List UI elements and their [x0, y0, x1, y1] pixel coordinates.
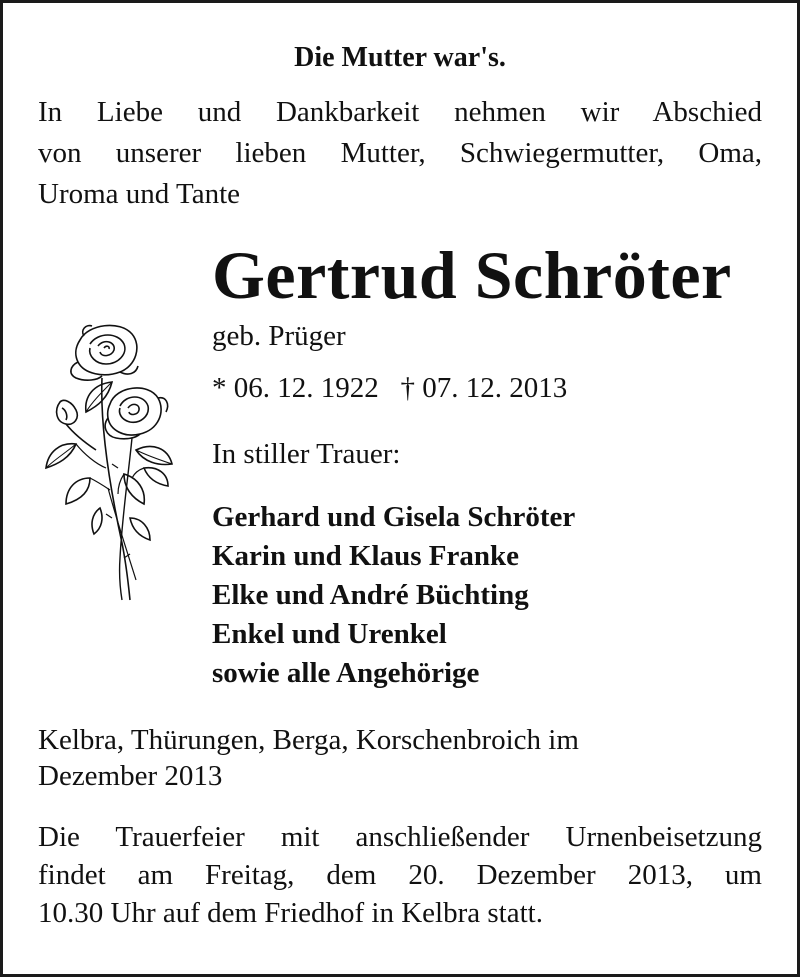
intro-line: Uroma und Tante — [38, 178, 240, 210]
mourner-line: Elke und André Büchting — [212, 579, 529, 611]
funeral-line: 10.30 Uhr auf dem Friedhof in Kelbra statt. — [38, 897, 543, 929]
funeral-line: Die Trauerfeier mit anschließender Urnenbeisetzung — [38, 821, 762, 853]
mourner-line: Gerhard und Gisela Schröter — [212, 501, 576, 533]
mourner-line: Enkel und Urenkel — [212, 618, 447, 650]
birth-date: * 06. 12. 1922 — [212, 372, 379, 404]
intro-line: In Liebe und Dankbarkeit nehmen wir Abschied — [38, 96, 762, 128]
mourner-line: Karin und Klaus Franke — [212, 540, 519, 572]
mourning-label: In stiller Trauer: — [212, 438, 401, 470]
heading: Die Mutter war's. — [294, 42, 506, 73]
mourner-line: sowie alle Angehörige — [212, 657, 480, 689]
deceased-name: Gertrud Schröter — [212, 237, 732, 313]
rose-icon — [40, 318, 175, 603]
place-line: Dezember 2013 — [38, 760, 223, 792]
place-line: Kelbra, Thürungen, Berga, Korschenbroich im — [38, 724, 579, 756]
funeral-info — [38, 818, 762, 932]
place-date — [38, 722, 762, 794]
mourners-list — [212, 498, 575, 693]
intro-text — [38, 92, 762, 215]
maiden-name: geb. Prüger — [212, 320, 346, 352]
intro-line: von unserer lieben Mutter, Schwiegermutter, Oma, — [38, 137, 762, 169]
funeral-line: findet am Freitag, dem 20. Dezember 2013, um — [38, 859, 762, 891]
life-dates — [212, 372, 567, 405]
death-date: † 07. 12. 2013 — [400, 372, 568, 404]
